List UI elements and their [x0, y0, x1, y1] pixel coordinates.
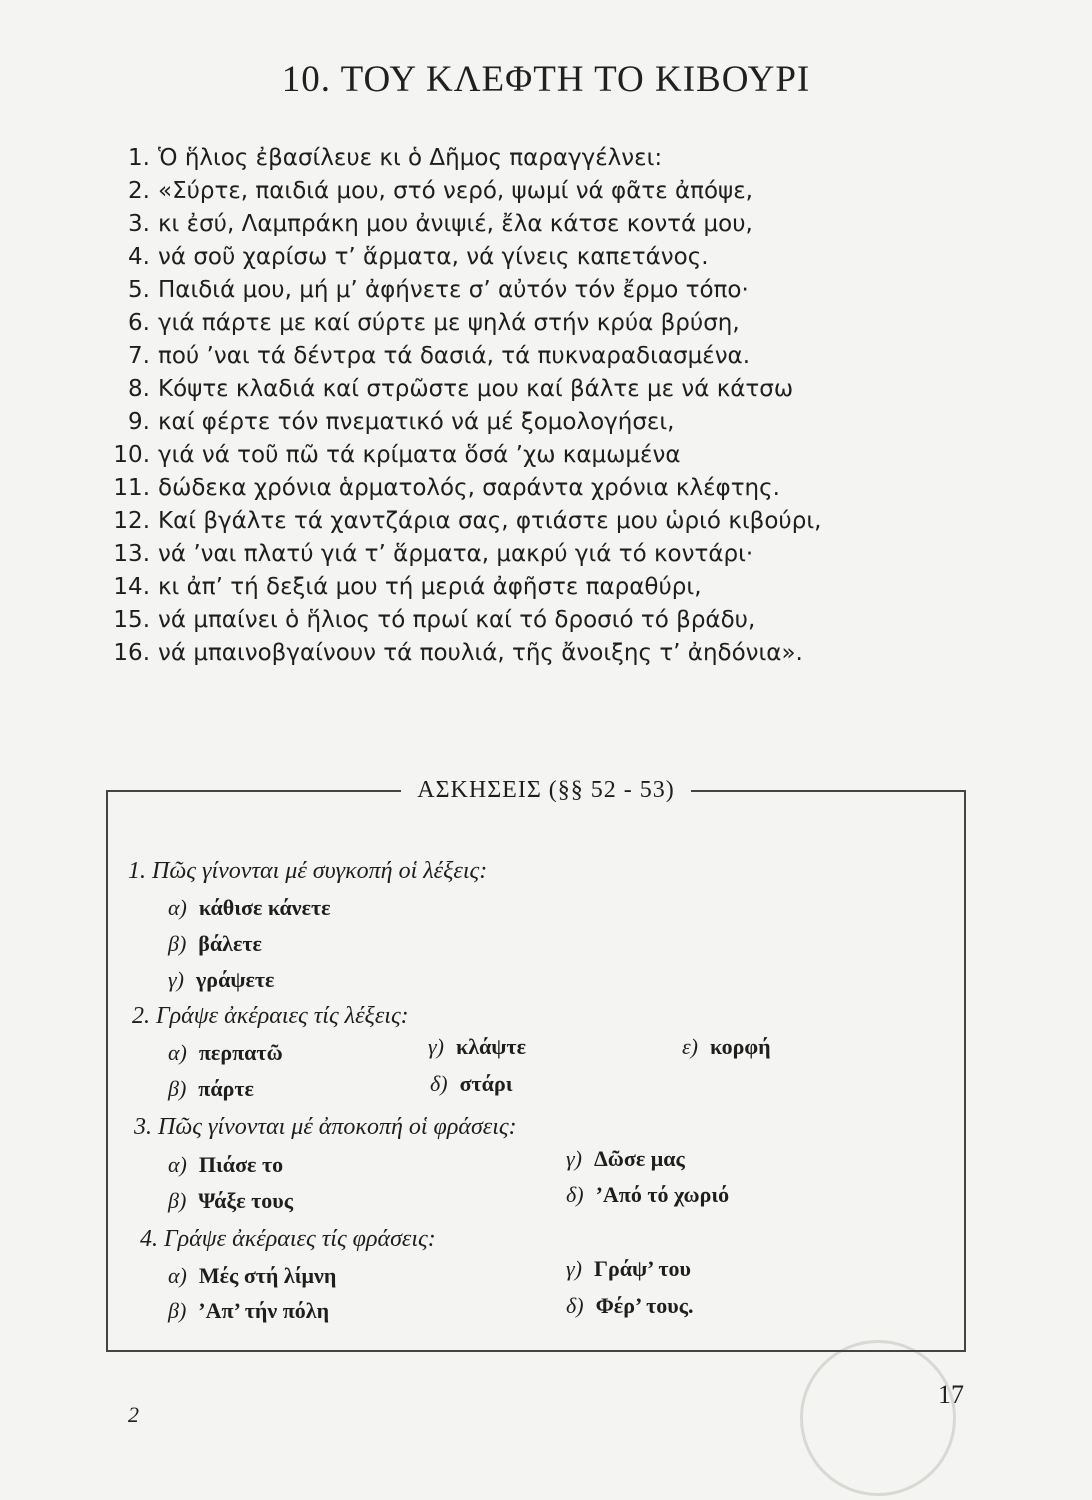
exercise-4-item-b — [168, 1298, 329, 1324]
poem-line — [108, 406, 1008, 439]
item-label: α) — [168, 895, 187, 920]
exercise-4-item-d — [566, 1293, 694, 1319]
poem-line — [108, 142, 1008, 175]
poem — [108, 142, 1008, 670]
line-number: 7. — [128, 343, 150, 369]
line-number: 8. — [128, 376, 150, 402]
poem-line — [108, 505, 1008, 538]
item-label: α) — [168, 1152, 187, 1177]
exercise-4-prompt: 4. Γράψε ἀκέραιες τίς φράσεις: — [140, 1226, 436, 1252]
line-text: νά μπαίνει ὁ ἥλιος τό πρωί καί τό δροσιό τό βράδυ, — [158, 607, 756, 633]
line-number: 16. — [113, 640, 150, 666]
line-text: καί φέρτε τόν πνεματικό νά μέ ξομολογήσει, — [158, 409, 675, 435]
line-number: 11. — [113, 475, 150, 501]
item-label: β) — [168, 931, 187, 956]
item-word: ’Από τό χωριό — [595, 1182, 730, 1207]
item-word: στάρι — [459, 1071, 513, 1096]
item-label: α) — [168, 1263, 187, 1288]
item-word: Μές στή λίμνη — [198, 1263, 337, 1288]
exercise-4-item-c — [566, 1256, 691, 1282]
line-text: δώδεκα χρόνια ἁρματολός, σαράντα χρόνια κλέφτης. — [158, 475, 780, 501]
item-label: γ) — [168, 967, 184, 992]
item-label: γ) — [566, 1146, 582, 1171]
item-word: γράψετε — [196, 967, 275, 992]
poem-line — [108, 274, 1008, 307]
item-label: δ) — [566, 1293, 584, 1318]
line-text: κι ἐσύ, Λαμπράκη μου ἀνιψιέ, ἔλα κάτσε κοντά μου, — [158, 211, 753, 237]
line-text: Κόψτε κλαδιά καί στρῶστε μου καί βάλτε με νά κάτσω — [158, 376, 794, 402]
line-text: γιά πάρτε με καί σύρτε με ψηλά στήν κρύα βρύση, — [158, 310, 740, 336]
line-text: νά ’ναι πλατύ γιά τ’ ἅρματα, μακρύ γιά τό κοντάρι· — [158, 541, 754, 567]
exercise-2-item-b — [168, 1076, 254, 1102]
line-number: 1. — [128, 145, 150, 171]
item-word: κορφή — [710, 1034, 771, 1059]
line-text: «Σύρτε, παιδιά μου, στό νερό, ψωμί νά φᾶτε ἀπόψε, — [158, 178, 753, 204]
poem-line — [108, 208, 1008, 241]
exercise-1-item-b — [168, 931, 262, 957]
item-label: β) — [168, 1076, 187, 1101]
item-word: πάρτε — [198, 1076, 254, 1101]
item-word: Γράψ’ του — [594, 1256, 691, 1281]
line-text: Ὁ ἥλιος ἐβασίλευε κι ὁ Δῆμος παραγγέλνει: — [158, 145, 663, 171]
item-label: γ) — [566, 1256, 582, 1281]
item-word: Φέρ’ τους. — [595, 1293, 694, 1318]
exercise-3-item-c — [566, 1146, 685, 1172]
item-label: β) — [168, 1188, 187, 1213]
line-number: 13. — [113, 541, 150, 567]
line-number: 10. — [113, 442, 150, 468]
poem-line — [108, 241, 1008, 274]
line-number: 6. — [128, 310, 150, 336]
signature-mark: 2 — [128, 1402, 139, 1427]
line-number: 9. — [128, 409, 150, 435]
line-number: 3. — [128, 211, 150, 237]
poem-line — [108, 175, 1008, 208]
item-label: δ) — [430, 1071, 448, 1096]
poem-line — [108, 472, 1008, 505]
line-text: νά μπαινοβγαίνουν τά πουλιά, τῆς ἄνοιξης τ’ ἀηδόνια». — [158, 640, 803, 666]
exercise-1-prompt: 1. Πῶς γίνονται μέ συγκοπή οἱ λέξεις: — [128, 858, 488, 884]
exercises-heading — [0, 777, 1092, 817]
line-text: νά σοῦ χαρίσω τ’ ἅρματα, νά γίνεις καπετάνος. — [158, 244, 709, 270]
item-word: κάθισε κάνετε — [198, 895, 331, 920]
poem-line — [108, 439, 1008, 472]
page-title: 10. ΤΟΥ ΚΛΕΦΤΗ ΤΟ ΚΙΒΟΥΡΙ — [281, 59, 811, 100]
item-word: Πιάσε το — [198, 1152, 284, 1177]
item-word: Δῶσε μας — [594, 1146, 685, 1171]
item-word: Ψάξε τους — [198, 1188, 293, 1213]
poem-line — [108, 307, 1008, 340]
exercise-3-item-a — [168, 1152, 283, 1178]
exercise-1-item-a — [168, 895, 331, 921]
poem-line — [108, 604, 1008, 637]
exercise-2-prompt: 2. Γράψε ἀκέραιες τίς λέξεις: — [132, 1003, 409, 1029]
exercise-2-item-a — [168, 1040, 283, 1066]
poem-line — [108, 373, 1008, 406]
line-number: 14. — [113, 574, 150, 600]
poem-line — [108, 637, 1008, 670]
line-text: πού ’ναι τά δέντρα τά δασιά, τά πυκναραδιασμένα. — [158, 343, 751, 369]
line-text: Παιδιά μου, μή μ’ ἀφήνετε σ’ αὐτόν τόν ἔρμο τόπο· — [158, 277, 749, 303]
bleed-through-stamp — [800, 1340, 956, 1496]
line-number: 15. — [113, 607, 150, 633]
item-label: α) — [168, 1040, 187, 1065]
item-word: περπατῶ — [198, 1040, 283, 1065]
line-number: 5. — [128, 277, 150, 303]
line-text: κι ἀπ’ τή δεξιά μου τή μεριά ἀφῆστε παραθύρι, — [158, 574, 702, 600]
item-word: ’Απ’ τήν πόλη — [198, 1298, 330, 1323]
item-word: βάλετε — [198, 931, 262, 956]
poem-line — [108, 571, 1008, 604]
exercise-3-prompt: 3. Πῶς γίνονται μέ ἀποκοπή οἱ φράσεις: — [134, 1114, 517, 1140]
line-number: 2. — [128, 178, 150, 204]
item-label: δ) — [566, 1182, 584, 1207]
line-text: γιά νά τοῦ πῶ τά κρίματα ὅσά ’χω καμωμένα — [158, 442, 681, 468]
exercise-4-item-a — [168, 1263, 336, 1289]
item-word: κλάψτε — [456, 1034, 526, 1059]
item-label: γ) — [428, 1034, 444, 1059]
item-label: β) — [168, 1298, 187, 1323]
exercise-2-item-d — [430, 1071, 513, 1097]
exercise-2-item-c — [428, 1034, 526, 1060]
poem-line — [108, 340, 1008, 373]
exercises-heading-text: ΑΣΚΗΣΕΙΣ (§§ 52 - 53) — [401, 777, 691, 803]
item-label: ε) — [682, 1034, 698, 1059]
exercise-3-item-d — [566, 1182, 729, 1208]
exercise-3-item-b — [168, 1188, 293, 1214]
line-number: 12. — [113, 508, 150, 534]
line-text: Καί βγάλτε τά χαντζάρια σας, φτιάστε μου ὡριό κιβούρι, — [158, 508, 822, 534]
exercise-1-item-c — [168, 967, 274, 993]
poem-line — [108, 538, 1008, 571]
exercise-2-item-e — [682, 1034, 771, 1060]
page-number: 17 — [938, 1380, 964, 1409]
line-number: 4. — [128, 244, 150, 270]
